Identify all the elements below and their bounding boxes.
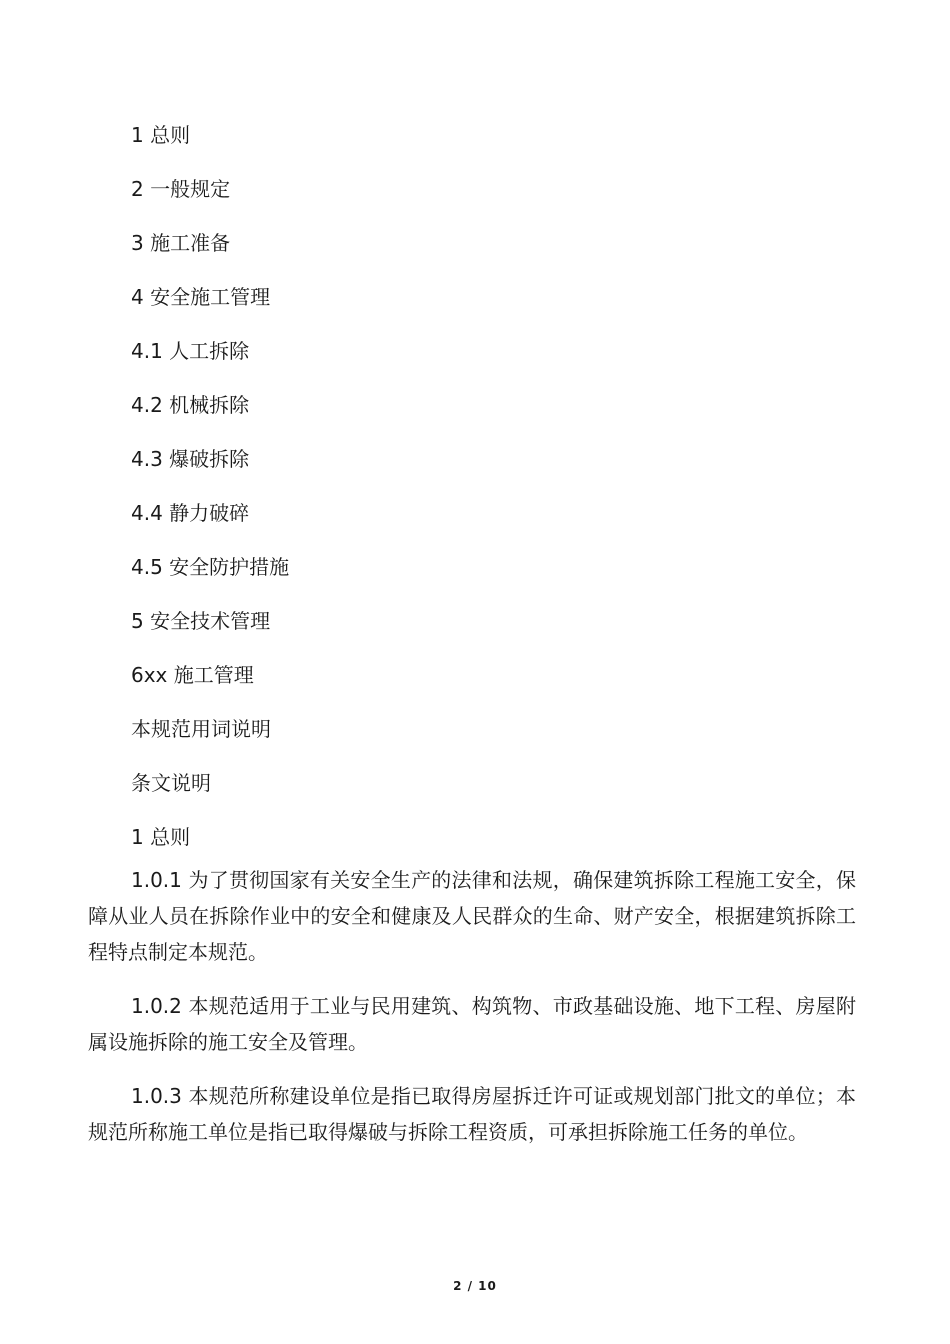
toc-item: 条文说明 <box>131 771 211 795</box>
clause-1-0-1: 1.0.1 为了贯彻国家有关安全生产的法律和法规，确保建筑拆除工程施工安全，保障从业人员在拆除作业中的安全和健康及人民群众的生命、财产安全，根据建筑拆除工程特点制定本规范。 <box>88 868 856 964</box>
toc-item: 1 总则 <box>131 825 191 849</box>
toc-item: 3 施工准备 <box>131 231 231 255</box>
body-text <box>88 862 856 1168</box>
toc-item: 4 安全施工管理 <box>131 285 271 309</box>
clause-1-0-2: 1.0.2 本规范适用于工业与民用建筑、构筑物、市政基础设施、地下工程、房屋附属设施拆除的施工安全及管理。 <box>88 994 856 1054</box>
table-of-contents <box>131 108 831 864</box>
toc-item: 4.4 静力破碎 <box>131 501 250 525</box>
toc-item: 5 安全技术管理 <box>131 609 271 633</box>
toc-item: 4.2 机械拆除 <box>131 393 250 417</box>
toc-item: 4.3 爆破拆除 <box>131 447 250 471</box>
toc-item: 2 一般规定 <box>131 177 231 201</box>
clause-1-0-3: 1.0.3 本规范所称建设单位是指已取得房屋拆迁许可证或规划部门批文的单位；本规范所称施工单位是指已取得爆破与拆除工程资质，可承担拆除施工任务的单位。 <box>88 1084 856 1144</box>
toc-item: 6xx 施工管理 <box>131 663 254 687</box>
page-number: 2 / 10 <box>453 1279 497 1293</box>
toc-item: 4.5 安全防护措施 <box>131 555 290 579</box>
toc-item: 1 总则 <box>131 123 191 147</box>
toc-item: 本规范用词说明 <box>131 717 271 741</box>
toc-item: 4.1 人工拆除 <box>131 339 250 363</box>
